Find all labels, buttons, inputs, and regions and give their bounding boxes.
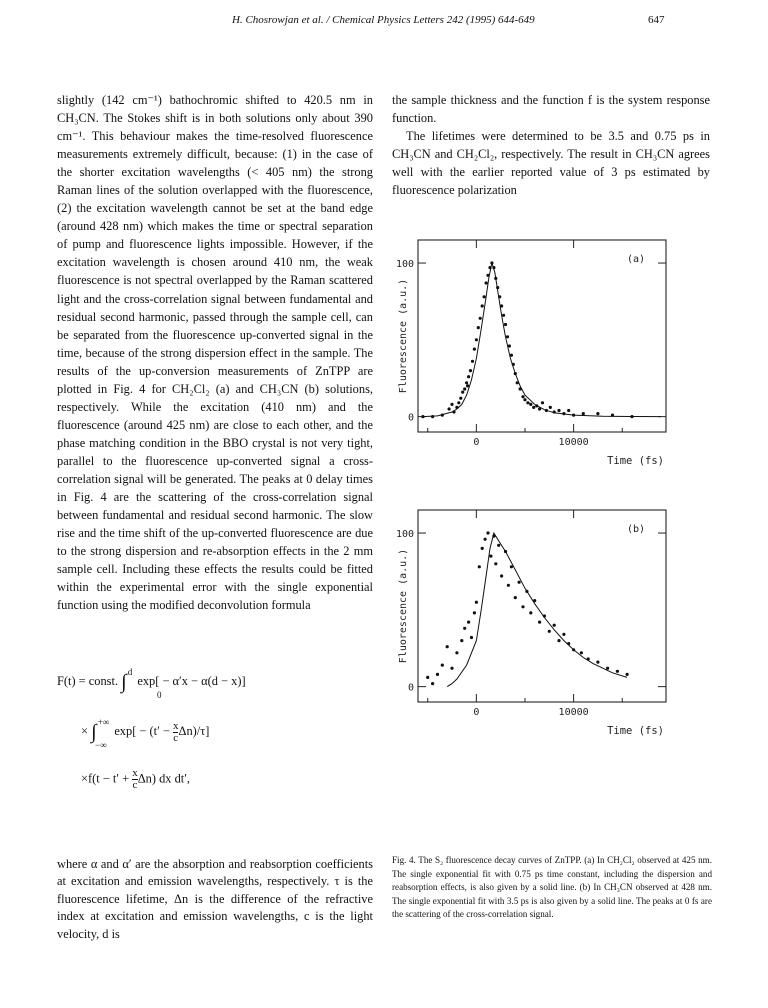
right-column <box>392 91 710 199</box>
formula-body: Δn)/τ] <box>178 724 210 738</box>
data-point <box>596 412 599 415</box>
x-tick-label: 10000 <box>558 437 589 448</box>
data-point <box>606 667 609 670</box>
data-point <box>481 304 484 307</box>
body-paragraph: The lifetimes were determined to be 3.5 and 0.75 ps in CH₃CN and CH₂Cl₂, respectively. The result in CH₃CN agrees well with the earlier reported value of 3 ps estimated by fluorescence polarization <box>392 129 710 198</box>
data-point <box>431 682 434 685</box>
data-point <box>477 326 480 329</box>
panel-label: (b) <box>626 524 646 535</box>
data-point <box>494 562 497 565</box>
x-axis-label: Time (fs) <box>607 455 664 467</box>
data-point <box>485 281 488 284</box>
data-point <box>557 409 560 412</box>
integral-lower-limit: −∞ <box>95 740 107 750</box>
data-point <box>448 407 451 410</box>
y-tick-label: 100 <box>395 529 414 541</box>
data-point <box>567 409 570 412</box>
data-point <box>580 651 583 654</box>
data-point <box>538 621 541 624</box>
body-paragraph: where α and α′ are the absorption and reabsorption coefficients at excitation and emission wavelengths, respectively. τ is the fluorescence lifetime, Δn is the difference of the refractive index at excitation and emission wavelengths, c is the light velocity, d is <box>57 857 373 941</box>
data-point <box>518 581 521 584</box>
data-point <box>506 335 509 338</box>
data-point <box>481 547 484 550</box>
y-tick-label: 100 <box>395 259 414 271</box>
chart-panel-a <box>394 232 714 492</box>
data-point <box>532 406 535 409</box>
data-point <box>457 401 460 404</box>
data-point <box>475 338 478 341</box>
x-axis-label: Time (fs) <box>607 725 664 737</box>
data-point <box>479 317 482 320</box>
data-point <box>500 574 503 577</box>
panel-label: (a) <box>626 254 646 265</box>
chart-panel-b <box>394 502 714 762</box>
data-point <box>484 538 487 541</box>
data-point <box>596 661 599 664</box>
data-point <box>426 676 429 679</box>
formula-body: exp[ − α′x − α(d − x)] <box>137 674 246 688</box>
data-point <box>473 348 476 351</box>
deconvolution-formula <box>57 654 373 824</box>
data-point <box>460 639 463 642</box>
page-number: 647 <box>648 14 665 26</box>
formula-body: exp[ − (t′ − <box>114 724 173 738</box>
fit-line <box>423 263 661 417</box>
data-point <box>463 627 466 630</box>
data-point <box>514 596 517 599</box>
data-point <box>529 403 532 406</box>
data-point <box>459 397 462 400</box>
data-point <box>529 611 532 614</box>
data-point <box>502 314 505 317</box>
formula-lhs: F(t) = const. <box>57 674 119 688</box>
body-paragraph: slightly (142 cm⁻¹) bathochromic shifted to 420.5 nm in CH₃CN. The Stokes shift is in both solutions only about 390 cm⁻¹. This behaviour makes the time-resolved fluorescence measurements extremely difficult, because: (1) in the case of the shorter excitation wavelengths (< 405 nm) the strong Raman lines of the solution overlapped with the fluorescence, (2) the excitation wavelength cannot be set at the band edge (around 428 nm) which makes the time or spectral separation of pump and fluorescence lights impossible. However, if the excitation wavelength is chosen around 410 nm, the weak fluorescence is not spectral overlapped by the Raman scattered light and the cross-correlation signal between fundamental and residual second harmonic, passed through the sample cell, can be separated from the fluorescence up-converted signal in the time, because of the strong dispersion effect in the sample. The results of the up-conversion measurements of ZnTPP are plotted in Fig. 4 for CH₂Cl₂ (a) and CH₃CN (b) solutions, respectively. While the excitation (410 nm) and the fluorescence (around 425 nm) are close to each other, and the phase matching condition in the BBO crystal is not very tight, parallel to the fluorescence up-converted signal a cross-correlation signal will be generated. The peaks at 0 delay times in Fig. 4 are the scattering of the cross-correlation signal between fundamental and residual second harmonic. The slow rise and the time shift of the up-converted fluorescence are due to the strong dispersion and re-absorption effects in the 2 mm sample cell. Including these effects the results could be fitted within the experimental error with the single exponential function using the modified deconvolution formula <box>57 93 373 613</box>
left-column <box>57 91 373 614</box>
data-point <box>483 295 486 298</box>
data-point <box>450 403 453 406</box>
data-point <box>526 401 529 404</box>
data-point <box>489 555 492 558</box>
body-paragraph: the sample thickness and the function f is the system response function. <box>392 93 710 126</box>
fraction: $\frac{x}{c}$ <box>172 719 179 744</box>
fraction: $\frac{x}{c}$ <box>132 767 138 791</box>
data-point <box>616 670 619 673</box>
data-point <box>507 584 510 587</box>
data-point <box>553 624 556 627</box>
data-point <box>455 651 458 654</box>
data-point <box>548 630 551 633</box>
data-point <box>473 611 476 614</box>
data-point <box>467 621 470 624</box>
data-point <box>562 633 565 636</box>
data-point <box>441 664 444 667</box>
data-point <box>504 323 507 326</box>
data-point <box>582 412 585 415</box>
data-point <box>523 398 526 401</box>
integral-upper-limit: d <box>127 667 133 677</box>
data-point <box>469 369 472 372</box>
x-tick-label: 10000 <box>558 707 589 718</box>
data-point <box>521 605 524 608</box>
integral-upper-limit: +∞ <box>97 717 110 727</box>
caption-text: The S₂ fluorescence decay curves of ZnTPP. (a) In CH₂Cl₂ observed at 425 nm. The single exponential fit with 0.75 ps time constant, including the dispersion and reabsorption effects, is also given by a solid line. (b) In CH₃CN observed at 428 nm. The single exponential fit with 3.5 ps is also given by a solid line. The peaks at 0 fs are the scattering of the cross-correlation signal. <box>392 855 712 920</box>
x-tick-label: 0 <box>473 707 480 718</box>
plot-frame <box>418 510 666 702</box>
y-tick-label: 0 <box>407 412 414 424</box>
data-point <box>463 387 466 390</box>
data-point <box>626 673 629 676</box>
y-tick-label: 0 <box>407 682 414 694</box>
data-point <box>465 381 468 384</box>
formula-body: Δn) dx dt′, <box>137 771 191 786</box>
data-point <box>446 645 449 648</box>
data-point <box>549 406 552 409</box>
integral-lower-limit: 0 <box>157 690 162 700</box>
data-point <box>471 360 474 363</box>
data-point <box>475 601 478 604</box>
y-axis-label: Fluorescence (a.u.) <box>398 548 409 664</box>
formula-body: ×f(t − t′ + <box>81 771 133 786</box>
data-point <box>470 636 473 639</box>
fit-line <box>447 533 627 687</box>
x-tick-label: 0 <box>473 437 480 448</box>
data-point <box>541 401 544 404</box>
times-sign: × <box>81 724 88 738</box>
data-point <box>521 395 524 398</box>
data-point <box>557 639 560 642</box>
data-point <box>450 667 453 670</box>
data-point <box>467 375 470 378</box>
data-point <box>461 391 464 394</box>
data-point <box>436 673 439 676</box>
caption-label: Fig. 4. <box>392 855 416 865</box>
figure-caption <box>392 854 712 922</box>
integral-sign: ∫ <box>91 721 97 743</box>
data-point <box>486 531 489 534</box>
running-header: H. Chosrowjan et al. / Chemical Physics Letters 242 (1995) 644-649 <box>232 14 535 26</box>
y-axis-label: Fluorescence (a.u.) <box>398 278 409 394</box>
data-point <box>478 565 481 568</box>
integral-sign: ∫ <box>121 671 127 693</box>
data-point <box>497 544 500 547</box>
